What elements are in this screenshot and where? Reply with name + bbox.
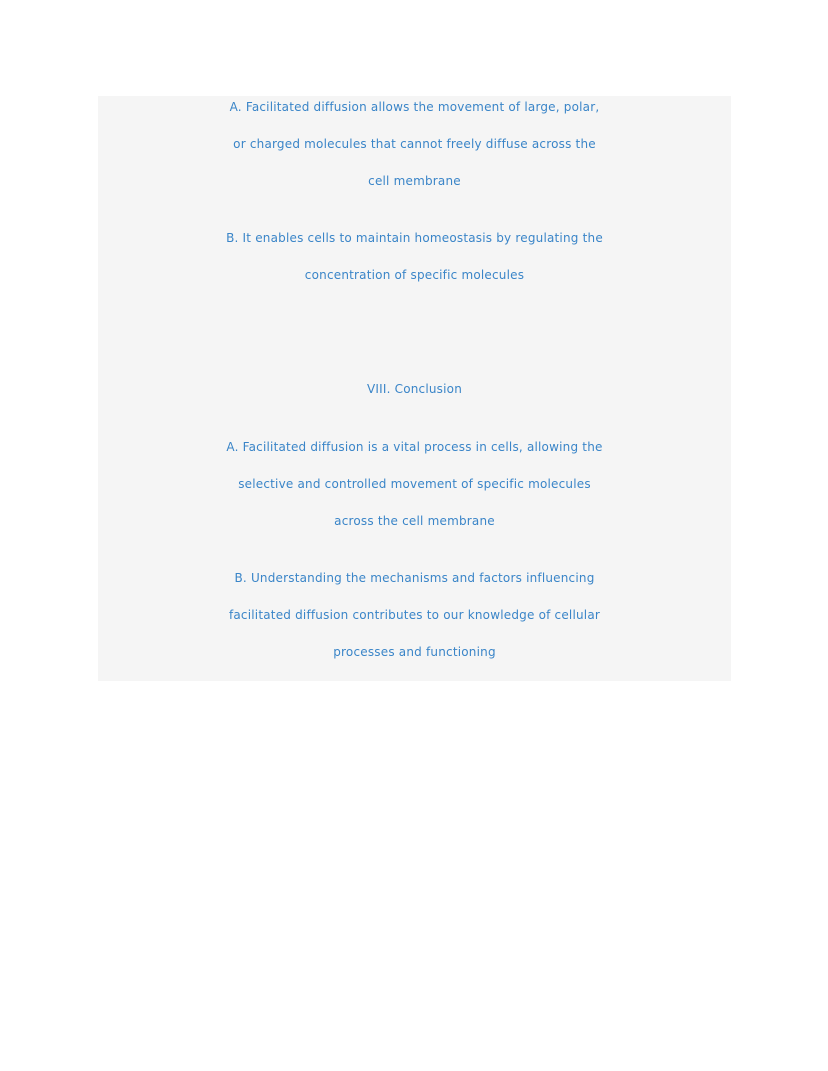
content-box: [98, 96, 731, 681]
conclusion-item-a-line-2: selective and controlled movement of specific molecules: [238, 477, 591, 491]
section-heading-conclusion: VIII. Conclusion: [366, 382, 463, 396]
conclusion-item-b-line-1: B. Understanding the mechanisms and factors influencing: [234, 571, 595, 585]
conclusion-item-a-line-3: across the cell membrane: [334, 514, 495, 528]
item-a-line-1: A. Facilitated diffusion allows the movement of large, polar,: [229, 100, 600, 114]
conclusion-item-b-line-2: facilitated diffusion contributes to our knowledge of cellular: [228, 608, 601, 622]
item-b-line-1: B. It enables cells to maintain homeostasis by regulating the: [226, 231, 603, 245]
item-a-line-3: cell membrane: [368, 174, 461, 188]
conclusion-item-b-line-3: processes and functioning: [333, 645, 496, 659]
conclusion-item-a-line-1: A. Facilitated diffusion is a vital process in cells, allowing the: [226, 440, 603, 454]
item-a-line-2: or charged molecules that cannot freely diffuse across the: [233, 137, 596, 151]
item-b-line-2: concentration of specific molecules: [304, 268, 525, 282]
